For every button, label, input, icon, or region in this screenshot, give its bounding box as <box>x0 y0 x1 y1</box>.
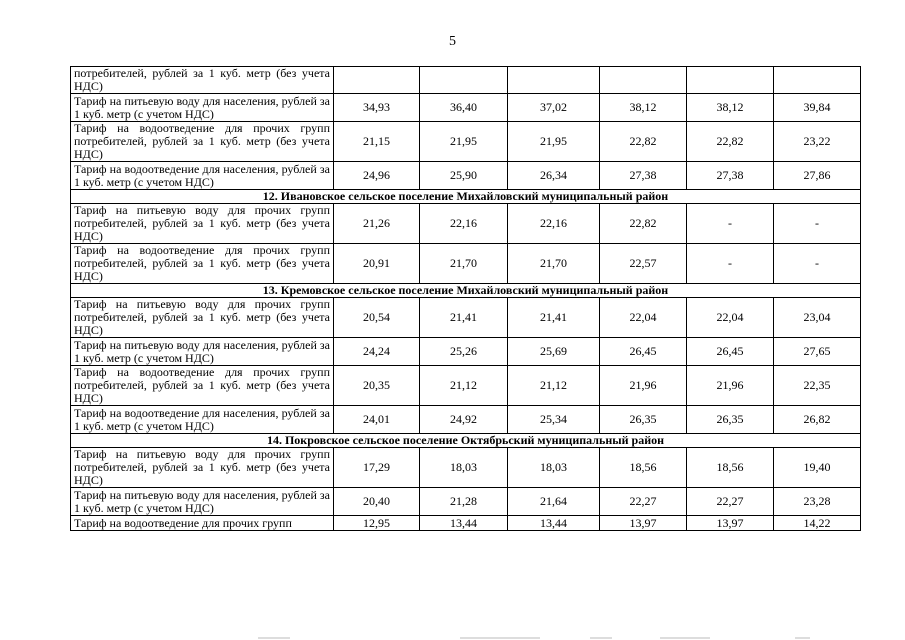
tariff-value-cell: 27,38 <box>687 162 774 190</box>
tariff-value-cell: 22,82 <box>600 204 687 244</box>
tariff-value-cell: 38,12 <box>600 94 687 122</box>
tariff-value-cell: 36,40 <box>420 94 508 122</box>
tariff-label: Тариф на питьевую воду для прочих групп потребителей, рублей за 1 куб. метр (без учета НДС) <box>71 448 334 488</box>
tariff-value-cell: 21,41 <box>508 298 600 338</box>
tariff-value-cell: 27,65 <box>774 338 861 366</box>
section-header-row <box>71 434 861 448</box>
tariff-value-cell: 26,45 <box>687 338 774 366</box>
tariff-value-cell: 18,03 <box>508 448 600 488</box>
tariff-row <box>71 448 861 488</box>
tariff-value-cell: 38,12 <box>687 94 774 122</box>
tariff-value-cell: 22,04 <box>600 298 687 338</box>
tariff-value-cell <box>420 67 508 94</box>
tariff-value-cell: 37,02 <box>508 94 600 122</box>
section-header-row <box>71 284 861 298</box>
tariff-value-cell: 21,96 <box>600 366 687 406</box>
tariff-value-cell: 22,16 <box>508 204 600 244</box>
section-header-row <box>71 190 861 204</box>
tariff-value-cell: 22,35 <box>774 366 861 406</box>
tariff-row <box>71 94 861 122</box>
tariff-value-cell: 22,82 <box>600 122 687 162</box>
tariff-value-cell: 21,70 <box>508 244 600 284</box>
tariff-label: потребителей, рублей за 1 куб. метр (без учета НДС) <box>71 67 334 94</box>
tariff-label: Тариф на водоотведение для прочих групп потребителей, рублей за 1 куб. метр (без учета НДС) <box>71 366 334 406</box>
tariff-value-cell: 27,38 <box>600 162 687 190</box>
tariff-value-cell: 17,29 <box>334 448 420 488</box>
tariff-value-cell: 20,35 <box>334 366 420 406</box>
tariff-label: Тариф на питьевую воду для прочих групп потребителей, рублей за 1 куб. метр (без учета НДС) <box>71 204 334 244</box>
tariff-value-cell: - <box>774 204 861 244</box>
tariff-value-cell: 22,57 <box>600 244 687 284</box>
tariff-value-cell: 25,69 <box>508 338 600 366</box>
tariff-row <box>71 516 861 531</box>
tariff-value-cell: 24,92 <box>420 406 508 434</box>
tariff-value-cell: 23,04 <box>774 298 861 338</box>
tariff-label: Тариф на питьевую воду для населения, рублей за 1 куб. метр (с учетом НДС) <box>71 488 334 516</box>
tariff-value-cell: - <box>774 244 861 284</box>
page-number: 5 <box>449 34 456 49</box>
tariff-value-cell: 18,56 <box>687 448 774 488</box>
tariff-table <box>70 66 861 531</box>
tariff-row <box>71 338 861 366</box>
tariff-row <box>71 406 861 434</box>
tariff-value-cell: 19,40 <box>774 448 861 488</box>
tariff-row <box>71 488 861 516</box>
tariff-value-cell: 24,96 <box>334 162 420 190</box>
tariff-value-cell: 21,95 <box>508 122 600 162</box>
tariff-value-cell: 26,82 <box>774 406 861 434</box>
tariff-value-cell: 21,15 <box>334 122 420 162</box>
tariff-value-cell: 22,27 <box>600 488 687 516</box>
tariff-table-body <box>71 67 861 531</box>
tariff-value-cell: 20,40 <box>334 488 420 516</box>
tariff-value-cell: 22,27 <box>687 488 774 516</box>
tariff-value-cell: 21,95 <box>420 122 508 162</box>
tariff-label: Тариф на водоотведение для населения, рублей за 1 куб. метр (с учетом НДС) <box>71 162 334 190</box>
tariff-value-cell <box>687 67 774 94</box>
tariff-value-cell: 26,35 <box>600 406 687 434</box>
tariff-value-cell: 23,22 <box>774 122 861 162</box>
tariff-value-cell: 23,28 <box>774 488 861 516</box>
section-title: 14. Покровское сельское поселение Октябрьский муниципальный район <box>71 434 861 448</box>
tariff-value-cell: 26,34 <box>508 162 600 190</box>
tariff-value-cell: 39,84 <box>774 94 861 122</box>
tariff-value-cell: 25,90 <box>420 162 508 190</box>
tariff-value-cell <box>774 67 861 94</box>
tariff-row <box>71 67 861 94</box>
tariff-value-cell: 26,45 <box>600 338 687 366</box>
tariff-value-cell: 13,44 <box>508 516 600 531</box>
tariff-label: Тариф на питьевую воду для населения, рублей за 1 куб. метр (с учетом НДС) <box>71 94 334 122</box>
tariff-value-cell <box>508 67 600 94</box>
scan-edge-marks <box>0 632 905 640</box>
tariff-value-cell: 12,95 <box>334 516 420 531</box>
tariff-value-cell: - <box>687 244 774 284</box>
tariff-label: Тариф на водоотведение для прочих групп <box>71 516 334 531</box>
tariff-label: Тариф на питьевую воду для прочих групп потребителей, рублей за 1 куб. метр (без учета НДС) <box>71 298 334 338</box>
tariff-value-cell: 24,01 <box>334 406 420 434</box>
tariff-value-cell: 21,41 <box>420 298 508 338</box>
tariff-value-cell: 13,97 <box>600 516 687 531</box>
tariff-row <box>71 162 861 190</box>
tariff-row <box>71 244 861 284</box>
tariff-label: Тариф на водоотведение для прочих групп потребителей, рублей за 1 куб. метр (без учета НДС) <box>71 122 334 162</box>
section-title: 13. Кремовское сельское поселение Михайловский муниципальный район <box>71 284 861 298</box>
tariff-value-cell: 25,34 <box>508 406 600 434</box>
tariff-value-cell: 21,64 <box>508 488 600 516</box>
tariff-value-cell: 27,86 <box>774 162 861 190</box>
tariff-value-cell <box>334 67 420 94</box>
tariff-value-cell: 18,56 <box>600 448 687 488</box>
tariff-value-cell: 21,26 <box>334 204 420 244</box>
tariff-value-cell: 34,93 <box>334 94 420 122</box>
tariff-value-cell: 26,35 <box>687 406 774 434</box>
tariff-value-cell: 25,26 <box>420 338 508 366</box>
tariff-value-cell: - <box>687 204 774 244</box>
tariff-value-cell: 20,54 <box>334 298 420 338</box>
tariff-value-cell: 21,12 <box>420 366 508 406</box>
tariff-row <box>71 122 861 162</box>
tariff-value-cell: 21,96 <box>687 366 774 406</box>
tariff-value-cell: 18,03 <box>420 448 508 488</box>
tariff-value-cell <box>600 67 687 94</box>
tariff-value-cell: 21,28 <box>420 488 508 516</box>
tariff-value-cell: 22,82 <box>687 122 774 162</box>
tariff-value-cell: 24,24 <box>334 338 420 366</box>
tariff-value-cell: 22,16 <box>420 204 508 244</box>
tariff-row <box>71 204 861 244</box>
tariff-value-cell: 13,97 <box>687 516 774 531</box>
tariff-value-cell: 14,22 <box>774 516 861 531</box>
tariff-value-cell: 22,04 <box>687 298 774 338</box>
tariff-row <box>71 366 861 406</box>
tariff-value-cell: 21,70 <box>420 244 508 284</box>
tariff-row <box>71 298 861 338</box>
section-title: 12. Ивановское сельское поселение Михайловский муниципальный район <box>71 190 861 204</box>
tariff-value-cell: 13,44 <box>420 516 508 531</box>
tariff-label: Тариф на водоотведение для населения, рублей за 1 куб. метр (с учетом НДС) <box>71 406 334 434</box>
tariff-label: Тариф на водоотведение для прочих групп потребителей, рублей за 1 куб. метр (без учета НДС) <box>71 244 334 284</box>
tariff-value-cell: 20,91 <box>334 244 420 284</box>
tariff-value-cell: 21,12 <box>508 366 600 406</box>
tariff-label: Тариф на питьевую воду для населения, рублей за 1 куб. метр (с учетом НДС) <box>71 338 334 366</box>
